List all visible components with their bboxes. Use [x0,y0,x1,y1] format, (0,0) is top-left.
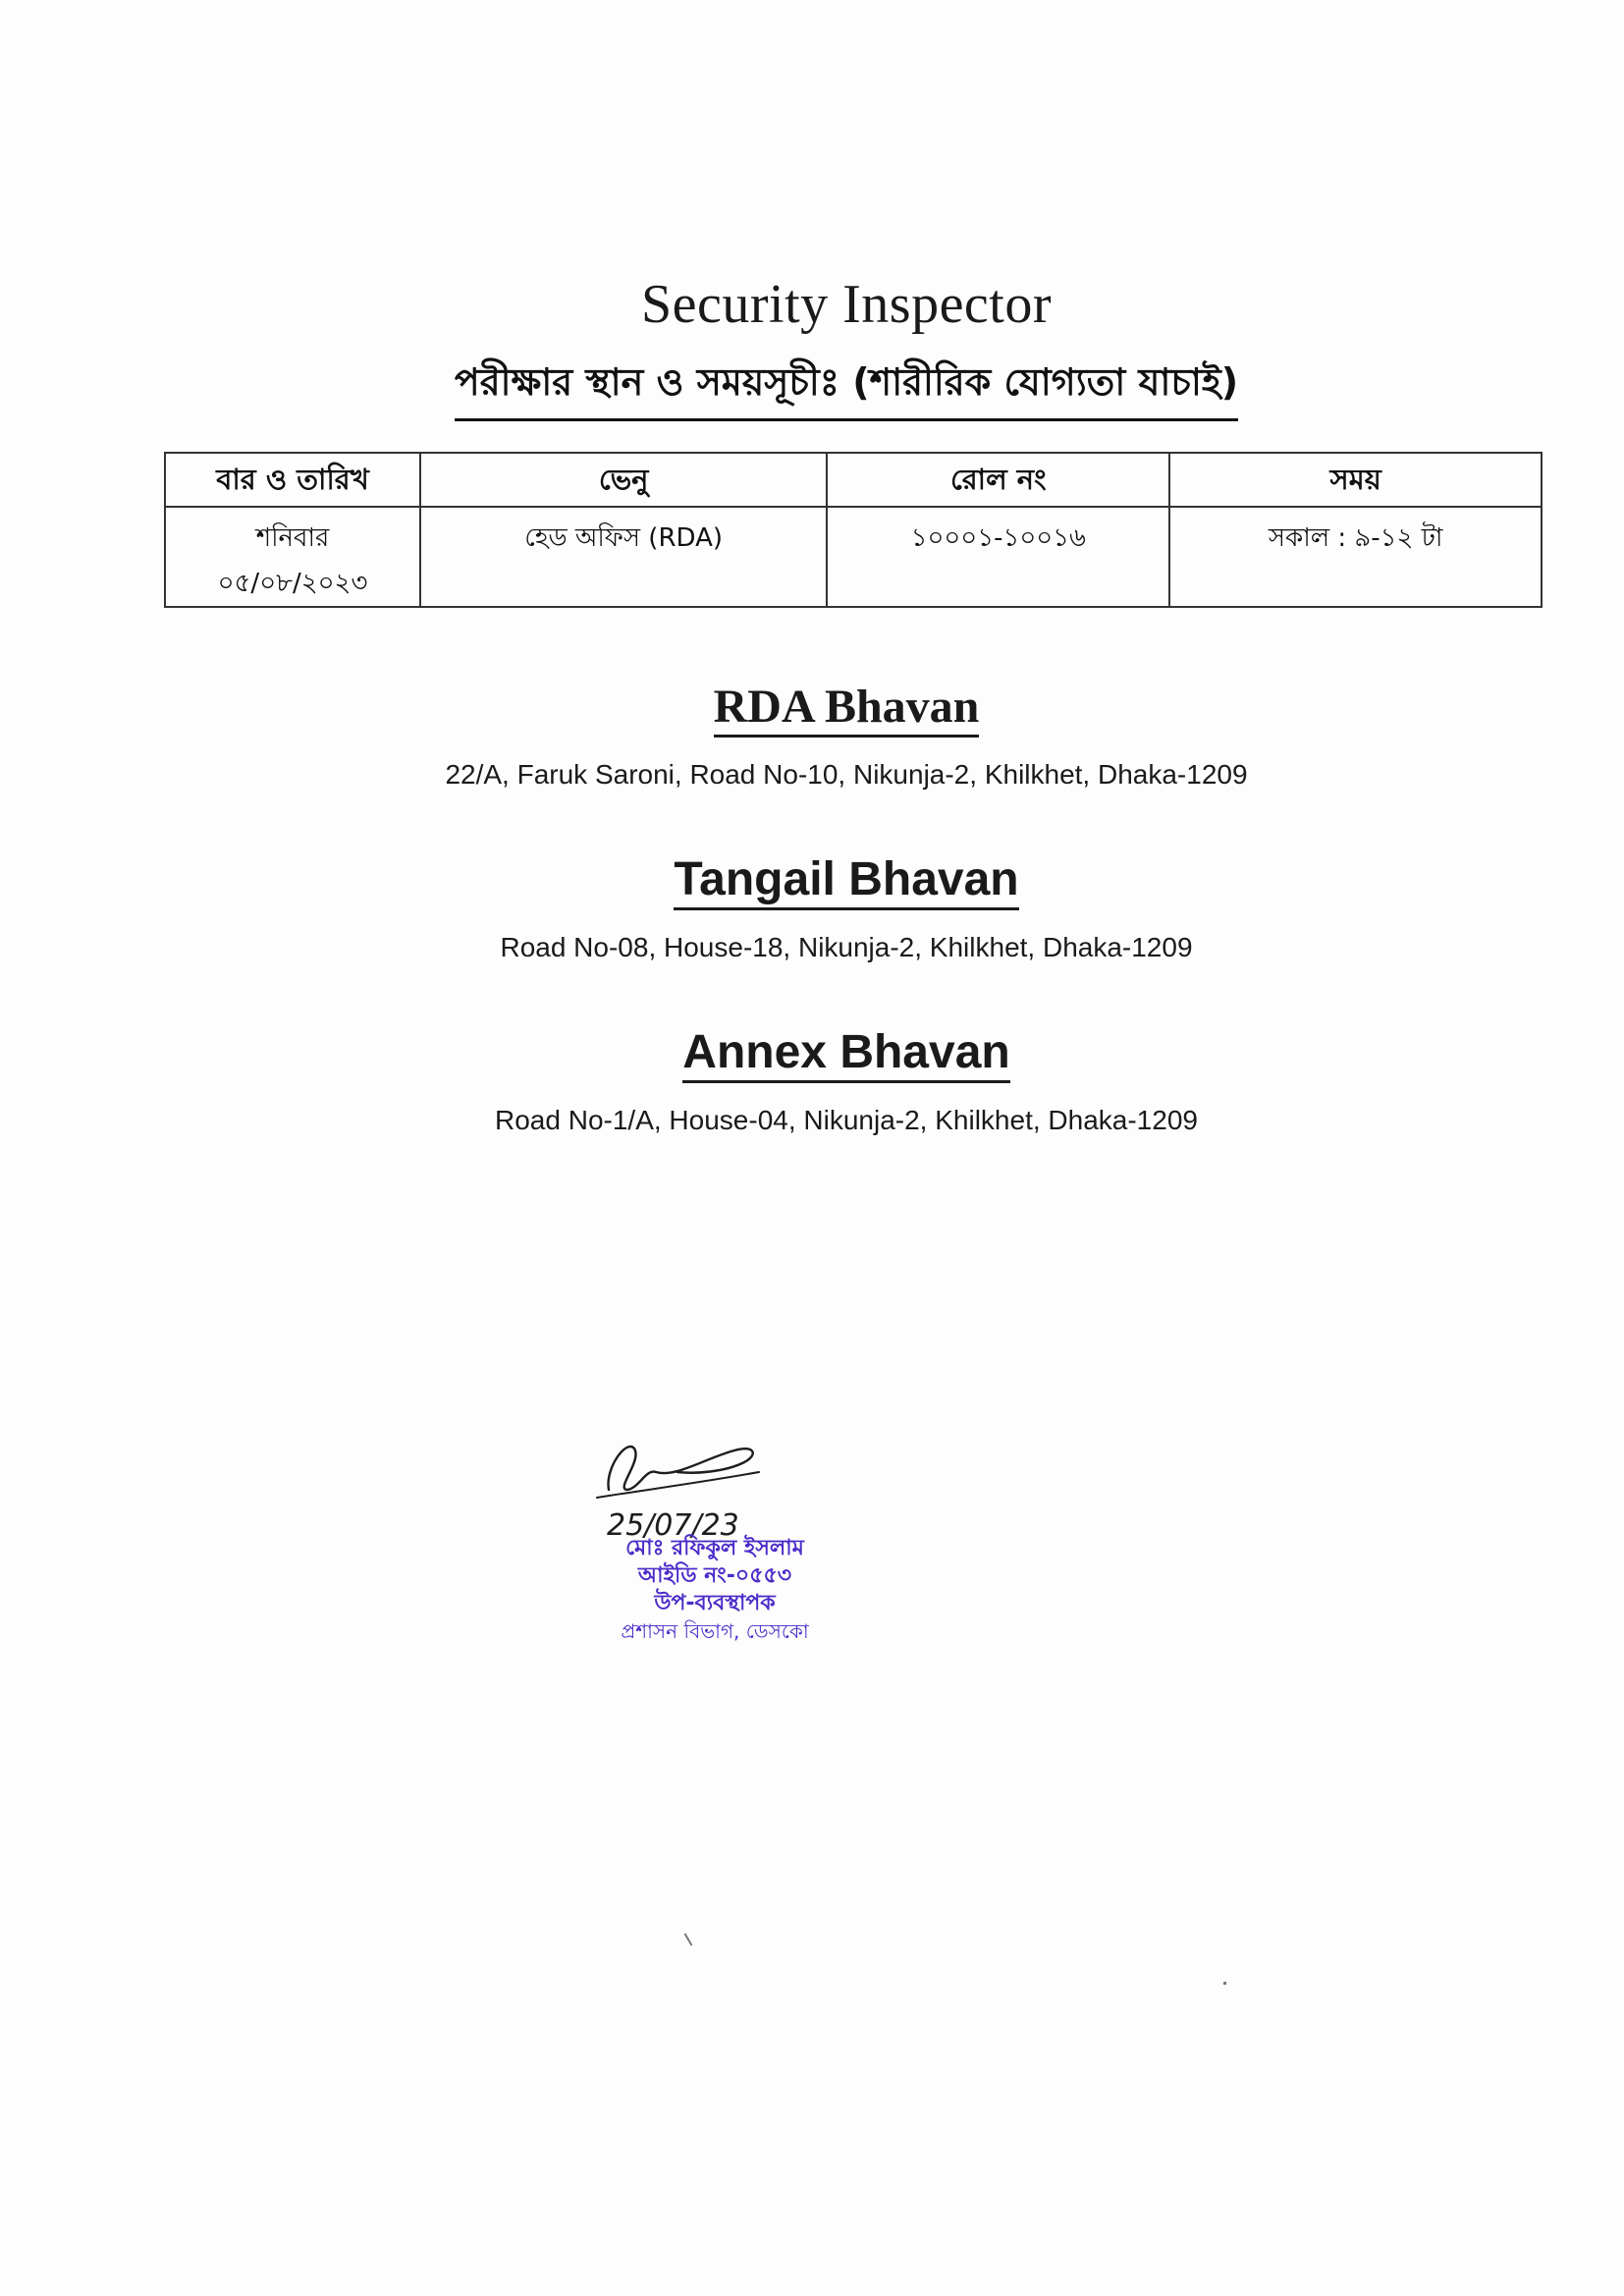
stamp-department: প্রশাসন বিভাগ, ডেসকো [621,1619,809,1643]
signature-block [568,1429,980,1665]
venue-address: Road No-1/A, House-04, Nikunja-2, Khilkhet, Dhaka-1209 [495,1105,1198,1135]
venue-annex [0,1025,1624,1136]
table-row [165,507,1542,607]
scan-speck [684,1933,693,1945]
header-venue: ভেনু [420,453,827,507]
signature-date: 25/07/23 [607,1508,739,1543]
stamp-name: মোঃ রফিকুল ইসলাম [625,1536,804,1560]
cell-date: ০৫/০৮/২০২৩ [217,569,368,598]
header-time: সময় [1169,453,1542,507]
header-date: বার ও তারিখ [165,453,420,507]
venue-address: 22/A, Faruk Saroni, Road No-10, Nikunja-2, Khilkhet, Dhaka-1209 [445,759,1248,790]
stamp-designation: উপ-ব্যবস্থাপক [654,1591,776,1615]
stamp-id: আইডি নং-০৫৫৩ [637,1563,792,1588]
venue-address: Road No-08, House-18, Nikunja-2, Khilkhet, Dhaka-1209 [500,932,1193,962]
cell-time: সকাল : ৯-১২ টা [1169,507,1542,607]
header-roll: রোল নং [827,453,1169,507]
venue-rda [0,680,1624,791]
cell-day: শনিবার [255,523,330,553]
document-subtitle: পরীক্ষার স্থান ও সময়সূচীঃ (শারীরিক যোগ্যতা যাচাই) [455,354,1238,421]
venue-name: Annex Bhavan [682,1025,1009,1083]
cell-roll: ১০০০১-১০০১৬ [827,507,1169,607]
schedule-table-head [165,453,1542,507]
scan-speck [1223,1982,1226,1985]
cell-venue: হেড অফিস (RDA) [420,507,827,607]
subtitle-wrapper [0,354,1624,421]
schedule-table-body [165,507,1542,607]
document-title: Security Inspector [641,274,1052,335]
official-stamp [568,1535,862,1645]
table-header-row [165,453,1542,507]
venue-name: RDA Bhavan [714,680,980,738]
cell-day-date [165,507,420,607]
venue-tangail [0,852,1624,963]
schedule-table [164,452,1543,608]
venue-name: Tangail Bhavan [674,852,1018,910]
handwritten-signature [587,1429,803,1547]
